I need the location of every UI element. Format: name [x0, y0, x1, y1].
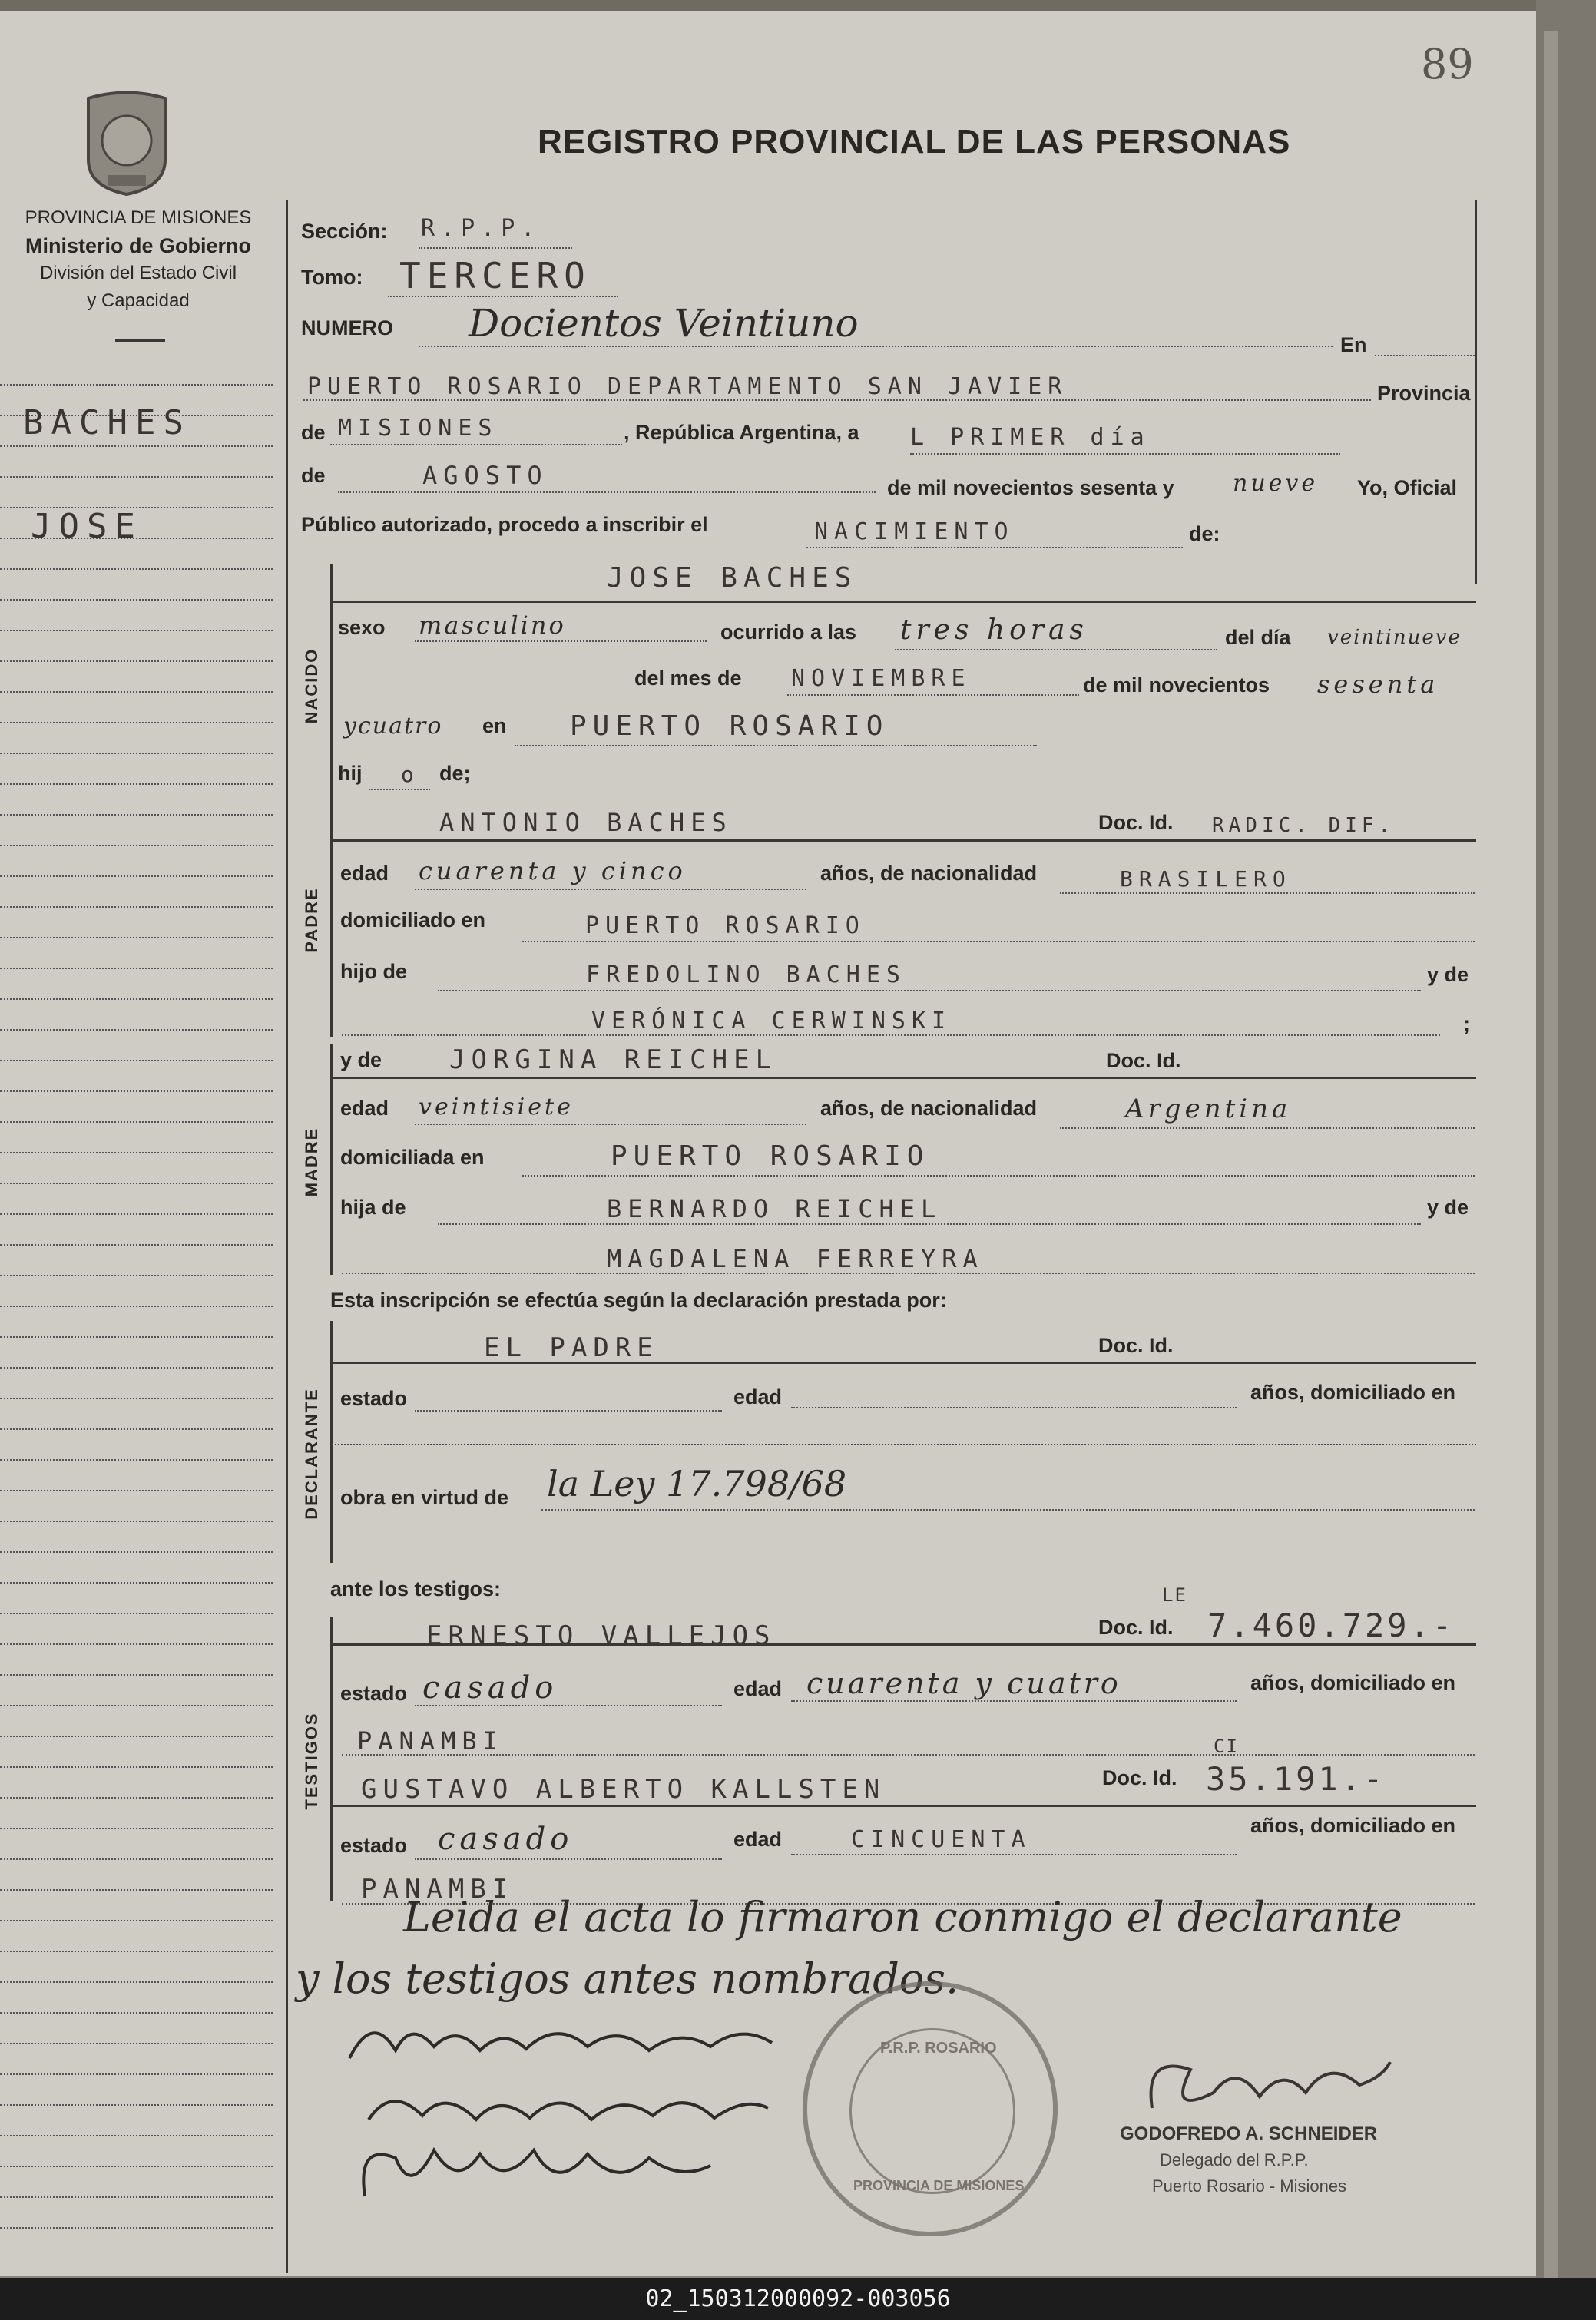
margin-line — [0, 1797, 273, 1799]
field-hora: tres horas — [900, 614, 1088, 646]
field-madre-domicilio: PUERTO ROSARIO — [611, 1140, 930, 1172]
margin-line — [0, 1090, 273, 1092]
rule-padre — [332, 839, 1476, 842]
field-testigo2-domicilio: PANAMBI — [361, 1874, 515, 1905]
margin-line — [0, 1521, 273, 1522]
dots-madre-padre — [438, 1223, 1421, 1225]
margin-line — [0, 1858, 273, 1860]
label-edad-madre: edad — [340, 1097, 389, 1120]
margin-line — [0, 1213, 273, 1215]
field-madre-nacionalidad: Argentina — [1125, 1094, 1292, 1124]
section-padre: PADRE — [302, 887, 321, 953]
dots-edad-declarante — [791, 1407, 1237, 1408]
field-nombre-nacido: JOSE BACHES — [607, 562, 858, 594]
label-doc-declarante: Doc. Id. — [1098, 1334, 1174, 1357]
dots-en — [1375, 355, 1475, 356]
margin-line — [0, 937, 273, 938]
field-madre-nombre: JORGINA REICHEL — [449, 1044, 778, 1075]
label-de-mil-novecientos: de mil novecientos — [1083, 673, 1270, 697]
page-number: 89 — [1421, 40, 1474, 88]
dots-testigo1-estado — [415, 1705, 722, 1706]
rule-declarante — [332, 1362, 1476, 1364]
section-nacido: NACIDO — [302, 647, 321, 724]
margin-line — [0, 722, 273, 723]
label-edad-testigo2: edad — [733, 1828, 783, 1851]
dots-padre-madre — [342, 1034, 1440, 1036]
ministry-line-division: División del Estado Civil — [39, 263, 237, 283]
margin-line — [0, 753, 273, 754]
field-padre-doc: RADIC. DIF. — [1212, 814, 1396, 837]
label-ocurrido: ocurrido a las — [720, 621, 857, 644]
label-domicilio-declarante: años, domiciliado en — [1250, 1381, 1456, 1404]
field-testigo1-edad: cuarenta y cuatro — [806, 1666, 1121, 1700]
dots-hora — [895, 649, 1217, 650]
dots-testigo2-edad — [791, 1854, 1237, 1855]
madre-border — [330, 1044, 333, 1275]
field-hij-suffix: o — [401, 762, 420, 787]
margin-line — [0, 1981, 273, 1983]
label-de-colon: de: — [1189, 522, 1220, 545]
field-acto: NACIMIENTO — [814, 518, 1015, 545]
field-testigo1-domicilio: PANAMBI — [357, 1726, 504, 1756]
margin-line — [0, 1920, 273, 1921]
margin-line — [0, 568, 273, 570]
dots-sexo — [415, 640, 707, 642]
label-edad-padre: edad — [340, 862, 389, 885]
label-de-semicolon: de; — [439, 762, 471, 785]
margin-line — [0, 476, 273, 478]
label-tomo: Tomo: — [301, 266, 363, 289]
label-hija-de: hija de — [340, 1196, 406, 1219]
label-en-lugar: en — [482, 714, 507, 737]
signature-padre — [342, 2004, 803, 2077]
dots-lugar — [303, 399, 1371, 401]
margin-line — [0, 1889, 273, 1891]
label-mil-novecientos: de mil novecientos sesenta y — [887, 476, 1174, 499]
closing-line-2: y los testigos antes nombrados. — [296, 1954, 959, 2003]
officer-role: Delegado del R.P.P. — [1160, 2150, 1309, 2169]
dots-testigo2-estado — [415, 1858, 722, 1860]
footer-bar — [0, 2278, 1596, 2320]
label-numero: NUMERO — [301, 316, 393, 339]
margin-line — [0, 1275, 273, 1276]
field-dia-nacimiento: veintinueve — [1327, 626, 1462, 649]
label-doc-madre: Doc. Id. — [1106, 1049, 1181, 1072]
field-testigo2-edad: CINCUENTA — [851, 1826, 1031, 1853]
field-testigo2-estado: casado — [438, 1822, 574, 1857]
field-declarante-obra: la Ley 17.798/68 — [547, 1463, 847, 1504]
dots-dia — [910, 453, 1340, 455]
field-lugar-nacimiento: PUERTO ROSARIO — [570, 710, 889, 742]
label-edad-declarante: edad — [733, 1385, 783, 1408]
margin-line — [0, 1244, 273, 1246]
dots-madre-madre — [342, 1273, 1475, 1274]
label-provincia: Provincia — [1377, 382, 1471, 405]
dots-padre-domicilio — [522, 941, 1475, 942]
label-ante-testigos: ante los testigos: — [330, 1577, 502, 1600]
margin-line — [0, 2227, 273, 2229]
dots-padre-nacionalidad — [1060, 892, 1475, 894]
margin-line — [0, 1336, 273, 1338]
label-domicilio-testigo1: años, domiciliado en — [1250, 1671, 1456, 1694]
stamp-bottom-text: PROVINCIA DE MISIONES — [853, 2178, 1025, 2193]
label-domicilio-testigo2: años, domiciliado en — [1250, 1814, 1456, 1837]
dots-provincia — [330, 444, 622, 445]
margin-line — [0, 1428, 273, 1430]
section-testigos: TESTIGOS — [302, 1712, 321, 1810]
field-anio: nueve — [1233, 470, 1319, 497]
margin-line — [0, 1766, 273, 1768]
label-y-de-madre-2: y de — [1427, 1196, 1469, 1219]
rule-testigo2 — [332, 1805, 1476, 1807]
margin-line — [0, 2073, 273, 2075]
label-doc-padre: Doc. Id. — [1098, 811, 1174, 834]
label-edad-testigo1: edad — [733, 1677, 783, 1700]
margin-line — [0, 1643, 273, 1645]
label-sexo: sexo — [338, 616, 386, 639]
margin-line — [0, 875, 273, 877]
label-obra: obra en virtud de — [340, 1486, 509, 1509]
margin-line — [0, 384, 273, 386]
dots-padre-edad — [415, 889, 806, 890]
margin-line — [0, 1551, 273, 1553]
margin-line — [0, 998, 273, 1000]
label-en: En — [1340, 333, 1367, 356]
field-provincia: MISIONES — [338, 415, 498, 442]
label-y-de-padre: y de — [1427, 963, 1469, 986]
label-doc-testigo2: Doc. Id. — [1102, 1766, 1177, 1789]
page-title: REGISTRO PROVINCIAL DE LAS PERSONAS — [538, 123, 1291, 161]
label-de-provincia: de — [301, 421, 326, 444]
field-dia: L PRIMER día — [910, 424, 1151, 451]
signature-officer — [1137, 2047, 1398, 2135]
margin-line — [0, 1674, 273, 1676]
ministry-divider — [115, 339, 165, 342]
field-declarante-nombre: EL PADRE — [484, 1332, 659, 1363]
label-seccion: Sección: — [301, 220, 388, 243]
margin-line — [0, 691, 273, 693]
field-mes: AGOSTO — [422, 461, 548, 490]
label-estado-testigo1: estado — [340, 1682, 408, 1705]
ministry-block — [0, 204, 276, 315]
field-padre-domicilio: PUERTO ROSARIO — [585, 912, 866, 939]
dots-hij — [369, 789, 430, 790]
field-sexo: masculino — [419, 611, 566, 640]
label-de-mes: de — [301, 464, 326, 487]
ministry-line-capacity: y Capacidad — [87, 290, 190, 311]
label-domiciliada-en: domiciliada en — [340, 1146, 485, 1169]
field-madre-edad: veintisiete — [419, 1094, 574, 1120]
label-hijo-de: hijo de — [340, 960, 407, 983]
margin-given-name: JOSE — [31, 507, 143, 546]
field-testigo1-doc-prefix: LE — [1162, 1584, 1187, 1606]
label-inscripcion: Esta inscripción se efectúa según la declaración prestada por: — [330, 1289, 947, 1312]
field-padre-edad: cuarenta y cinco — [419, 856, 687, 885]
margin-line — [0, 1828, 273, 1829]
dots-obra — [541, 1509, 1475, 1511]
field-padre-nombre: ANTONIO BACHES — [439, 808, 733, 837]
dots-domicilio-declarante — [332, 1444, 1476, 1445]
field-mes-nacimiento: NOVIEMBRE — [791, 665, 972, 692]
label-nacionalidad-madre: años, de nacionalidad — [820, 1097, 1038, 1120]
margin-line — [0, 1613, 273, 1614]
province-emblem — [77, 91, 177, 198]
dots-acto — [806, 547, 1183, 548]
dots-mes — [338, 491, 876, 493]
dots-padre-padre — [438, 990, 1421, 991]
label-estado-declarante: estado — [340, 1387, 408, 1410]
margin-line — [0, 1398, 273, 1399]
field-numero: Docientos Veintiuno — [469, 301, 859, 346]
field-seccion: R.P.P. — [421, 215, 541, 242]
dots-seccion — [419, 247, 572, 249]
label-semicolon: ; — [1463, 1012, 1470, 1035]
label-domicilio-padre: domiciliado en — [340, 908, 486, 932]
margin-line — [0, 599, 273, 601]
margin-line — [0, 2135, 273, 2136]
margin-surname: BACHES — [23, 403, 191, 442]
label-y-de-madre: y de — [340, 1048, 382, 1071]
margin-line — [0, 2166, 273, 2167]
dots-mes-nacimiento — [787, 694, 1079, 696]
dots-numero — [419, 346, 1333, 347]
margin-line — [0, 1367, 273, 1369]
margin-line — [0, 1152, 273, 1153]
field-testigo2-doc: 35.191.- — [1206, 1760, 1386, 1798]
margin-line — [0, 783, 273, 785]
section-madre: MADRE — [302, 1127, 321, 1197]
label-nacionalidad-padre: años, de nacionalidad — [820, 862, 1038, 885]
declarante-border — [330, 1321, 333, 1563]
rule-nacido — [332, 601, 1476, 603]
section-declarante: DECLARANTE — [302, 1388, 321, 1520]
field-testigo2-nombre: GUSTAVO ALBERTO KALLSTEN — [361, 1774, 886, 1805]
main-left-border — [286, 200, 288, 2273]
margin-line — [0, 2012, 273, 2014]
margin-line — [0, 1306, 273, 1307]
margin-line — [0, 2043, 273, 2044]
margin-line — [0, 660, 273, 662]
field-anio-nacimiento-2: ycuatro — [343, 713, 443, 740]
margin-line — [0, 906, 273, 908]
page-stack-edge — [1544, 31, 1558, 2296]
margin-line — [0, 1183, 273, 1184]
field-anio-nacimiento-1: sesenta — [1317, 670, 1439, 699]
signature-testigo-2 — [349, 2127, 749, 2216]
margin-line — [0, 1459, 273, 1461]
field-madre-padre: BERNARDO REICHEL — [607, 1194, 942, 1223]
margin-line — [0, 1705, 273, 1706]
ministry-line-ministry: Ministerio de Gobierno — [25, 234, 252, 257]
margin-line — [0, 1736, 273, 1737]
margin-line — [0, 968, 273, 969]
official-stamp — [803, 1981, 1058, 2236]
label-republica: , República Argentina, a — [624, 421, 859, 444]
label-doc-testigo1: Doc. Id. — [1098, 1616, 1174, 1639]
ministry-line-province: PROVINCIA DE MISIONES — [25, 207, 252, 228]
field-madre-madre: MAGDALENA FERREYRA — [607, 1244, 984, 1273]
field-padre-padre: FREDOLINO BACHES — [586, 961, 906, 988]
margin-line — [0, 630, 273, 631]
field-padre-madre: VERÓNICA CERWINSKI — [591, 1008, 952, 1034]
field-testigo1-nombre: ERNESTO VALLEJOS — [426, 1620, 776, 1651]
dots-madre-edad — [415, 1124, 806, 1125]
dots-tomo — [388, 296, 618, 297]
margin-line — [0, 1121, 273, 1123]
dots-testigo1-domicilio — [342, 1754, 1475, 1756]
margin-line — [0, 1582, 273, 1584]
stamp-top-text: P.R.P. ROSARIO — [880, 2040, 997, 2057]
margin-line — [0, 1029, 273, 1031]
margin-line — [0, 1490, 273, 1491]
margin-line — [0, 845, 273, 846]
dots-estado-declarante — [415, 1410, 722, 1412]
field-testigo2-doc-prefix: CI — [1214, 1736, 1239, 1757]
label-del-mes: del mes de — [634, 667, 742, 690]
field-lugar: PUERTO ROSARIO DEPARTAMENTO SAN JAVIER — [307, 373, 1068, 400]
field-testigo1-doc: 7.460.729.- — [1207, 1607, 1455, 1644]
rule-testigo1 — [332, 1643, 1476, 1646]
dots-testigo1-edad — [791, 1700, 1237, 1702]
main-right-border — [1475, 200, 1477, 584]
field-padre-nacionalidad: BRASILERO — [1120, 866, 1292, 892]
label-estado-testigo2: estado — [340, 1834, 408, 1857]
field-tomo: TERCERO — [399, 255, 591, 296]
margin-line — [0, 2196, 273, 2198]
dots-lugar-nacimiento — [515, 745, 1037, 746]
officer-place: Puerto Rosario - Misiones — [1152, 2176, 1347, 2196]
margin-line — [0, 814, 273, 816]
label-del-dia: del día — [1225, 626, 1291, 649]
label-hij: hij — [338, 762, 363, 785]
margin-line — [0, 1060, 273, 1061]
dots-madre-nacionalidad — [1060, 1127, 1475, 1129]
officer-name: GODOFREDO A. SCHNEIDER — [1120, 2123, 1378, 2144]
margin-line — [0, 1951, 273, 1952]
label-yo-oficial: Yo, Oficial — [1357, 476, 1458, 499]
field-testigo1-estado: casado — [422, 1670, 558, 1706]
footer-id: 02_150312000092-003056 — [645, 2285, 951, 2312]
closing-line-1: Leida el acta lo firmaron conmigo el declarante — [403, 1893, 1402, 1941]
margin-line — [0, 2104, 273, 2106]
rule-madre — [332, 1077, 1476, 1079]
testigos-border — [330, 1617, 333, 1901]
label-publico: Público autorizado, procedo a inscribir el — [301, 513, 708, 536]
dots-madre-domicilio — [522, 1175, 1475, 1177]
margin-line — [0, 445, 273, 447]
